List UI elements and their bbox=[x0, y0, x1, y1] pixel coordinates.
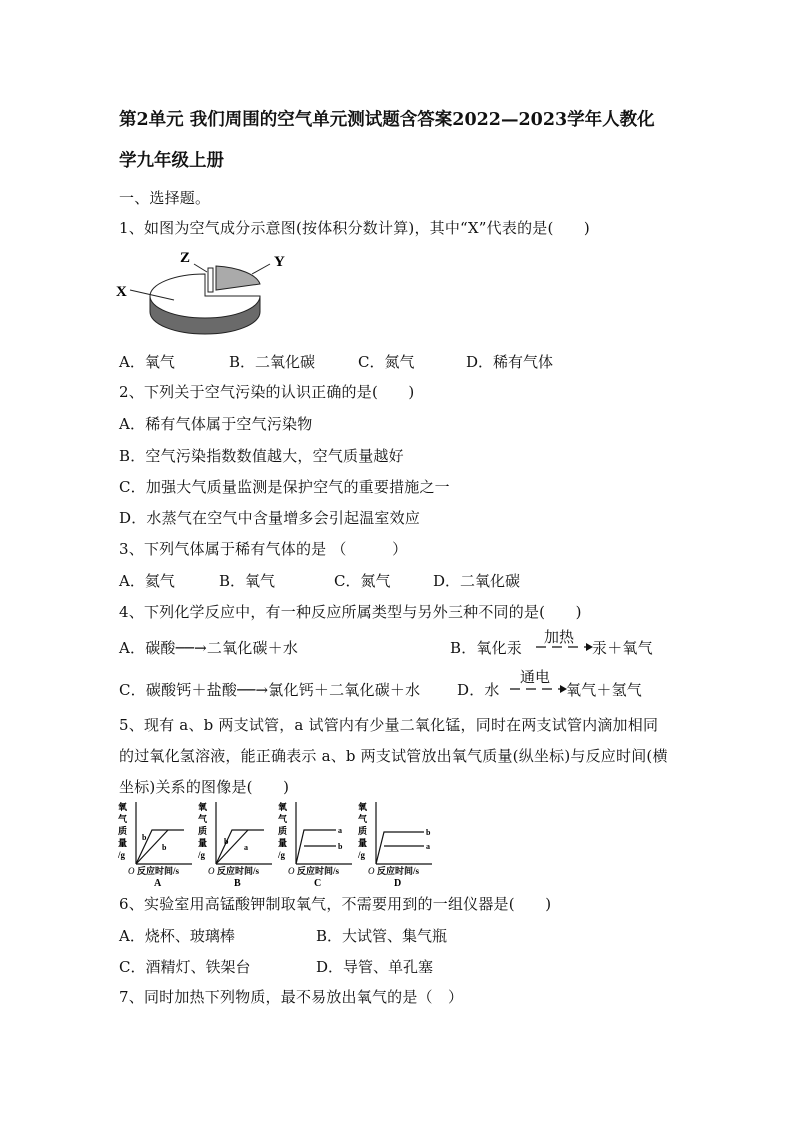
graph-ylabel-char: /g bbox=[358, 850, 366, 860]
graph-ylabel-char: 气 bbox=[358, 814, 368, 824]
graph-letter: A bbox=[154, 878, 162, 889]
graph-origin: O bbox=[208, 866, 215, 876]
q2-option-a: A．稀有气体属于空气污染物 bbox=[119, 415, 313, 433]
curve-a-label: a bbox=[338, 826, 342, 835]
curve-a-label: a bbox=[244, 843, 248, 852]
section-heading: 一、选择题。 bbox=[119, 189, 211, 207]
label-y: Y bbox=[274, 254, 285, 270]
q2-option-b: B．空气污染指数数值越大，空气质量越好 bbox=[119, 447, 404, 465]
graph-ylabel-char: 氧 bbox=[358, 802, 368, 812]
q4-option-b-right: 汞＋氧气 bbox=[592, 639, 653, 657]
curve-b-label: b bbox=[162, 843, 167, 852]
q4-option-b-left: B．氧化汞 bbox=[450, 639, 523, 657]
graph-ylabel-char: 量 bbox=[278, 838, 288, 848]
q1-option-d: D．稀有气体 bbox=[466, 353, 554, 371]
graph-ylabel-char: 质 bbox=[358, 826, 368, 836]
graph-xlabel: 反应时间/s bbox=[217, 866, 260, 876]
page-title-line1: 第2单元 我们周围的空气单元测试题含答案2022—2023学年人教化 bbox=[119, 110, 655, 130]
graph-origin: O bbox=[128, 866, 135, 876]
q6-stem: 6、实验室用高锰酸钾制取氧气，不需要用到的一组仪器是( ) bbox=[119, 895, 552, 913]
curve-a bbox=[296, 830, 336, 864]
graph-ylabel-char: 氧 bbox=[278, 802, 288, 812]
graph-letter: D bbox=[394, 878, 402, 889]
graph-letter: C bbox=[314, 878, 322, 889]
air-composition-pie-chart bbox=[112, 244, 285, 344]
curve-b-label: b bbox=[426, 828, 431, 837]
graph-ylabel-char: 气 bbox=[198, 814, 208, 824]
q1-option-c: C．氮气 bbox=[358, 353, 415, 371]
graph-ylabel-char: 质 bbox=[198, 826, 208, 836]
q6-option-a: A．烧杯、玻璃棒 bbox=[119, 927, 235, 945]
q4-b-condition: 加热 bbox=[544, 628, 575, 646]
curve-b bbox=[376, 832, 424, 864]
graph-xlabel: 反应时间/s bbox=[297, 866, 340, 876]
q4-option-d-left: D．水 bbox=[457, 681, 500, 699]
graph-origin: O bbox=[368, 866, 375, 876]
q3-option-a: A．氦气 bbox=[119, 572, 175, 590]
curve-b-label: b bbox=[142, 833, 147, 842]
graph-xlabel: 反应时间/s bbox=[137, 866, 180, 876]
q6-option-b: B．大试管、集气瓶 bbox=[316, 927, 448, 945]
graph-ylabel-char: 量 bbox=[198, 838, 208, 848]
q2-stem: 2、下列关于空气污染的认识正确的是( ) bbox=[119, 383, 415, 401]
q5-line3: 坐标)关系的图像是( ) bbox=[119, 778, 290, 796]
graph-letter: B bbox=[234, 878, 241, 889]
q3-option-c: C．氮气 bbox=[334, 572, 391, 590]
graph-ylabel-char: 氧 bbox=[118, 802, 128, 812]
q2-option-c: C．加强大气质量监测是保护空气的重要措施之一 bbox=[119, 478, 450, 496]
curve-b bbox=[216, 830, 264, 864]
q1-option-a: A．氧气 bbox=[119, 353, 175, 371]
q4-b-arrow bbox=[534, 640, 594, 654]
q2-option-d: D．水蒸气在空气中含量增多会引起温室效应 bbox=[119, 509, 421, 527]
label-x: X bbox=[116, 284, 127, 300]
graph-ylabel-char: /g bbox=[198, 850, 206, 860]
q4-option-d-right: 氧气＋氢气 bbox=[566, 681, 643, 699]
q1-stem: 1、如图为空气成分示意图(按体积分数计算)，其中“X”代表的是( ) bbox=[119, 219, 590, 237]
q6-option-d: D．导管、单孔塞 bbox=[316, 958, 434, 976]
graph-ylabel-char: /g bbox=[118, 850, 126, 860]
graph-ylabel-char: 质 bbox=[278, 826, 288, 836]
q5-graphs bbox=[114, 800, 444, 892]
graph-ylabel-char: /g bbox=[278, 850, 286, 860]
graph-ylabel-char: 量 bbox=[118, 838, 128, 848]
q6-option-c: C．酒精灯、铁架台 bbox=[119, 958, 251, 976]
q7-stem: 7、同时加热下列物质，最不易放出氧气的是（ ） bbox=[119, 988, 464, 1006]
q3-stem: 3、下列气体属于稀有气体的是 （ ） bbox=[119, 540, 408, 558]
curve-b-label: b bbox=[224, 837, 229, 846]
graph-xlabel: 反应时间/s bbox=[377, 866, 420, 876]
graph-ylabel-char: 气 bbox=[278, 814, 288, 824]
q4-d-condition: 通电 bbox=[520, 668, 551, 686]
q3-option-b: B．氧气 bbox=[219, 572, 276, 590]
q5-line2: 的过氧化氢溶液，能正确表示 a、b 两支试管放出氧气质量(纵坐标)与反应时间(横 bbox=[119, 747, 668, 765]
label-z: Z bbox=[180, 250, 191, 266]
graph-ylabel-char: 质 bbox=[118, 826, 128, 836]
q4-option-c: C．碳酸钙＋盐酸──→氯化钙＋二氧化碳＋水 bbox=[119, 681, 421, 699]
graph-ylabel-char: 气 bbox=[118, 814, 128, 824]
q5-line1: 5、现有 a、b 两支试管，a 试管内有少量二氧化锰，同时在两支试管内滴加相同 bbox=[119, 716, 659, 734]
graph-origin: O bbox=[288, 866, 295, 876]
q3-option-d: D．二氧化碳 bbox=[433, 572, 521, 590]
graph-ylabel-char: 氧 bbox=[198, 802, 208, 812]
graph-ylabel-char: 量 bbox=[358, 838, 368, 848]
q4-d-arrow bbox=[508, 682, 568, 696]
q4-stem: 4、下列化学反应中，有一种反应所属类型与另外三种不同的是( ) bbox=[119, 603, 582, 621]
curve-a-label: a bbox=[426, 842, 430, 851]
curve-b-label: b bbox=[338, 842, 343, 851]
page-title-line2: 学九年级上册 bbox=[119, 151, 224, 171]
q4-option-a: A．碳酸──→二氧化碳＋水 bbox=[119, 639, 299, 657]
q1-option-b: B．二氧化碳 bbox=[229, 353, 316, 371]
